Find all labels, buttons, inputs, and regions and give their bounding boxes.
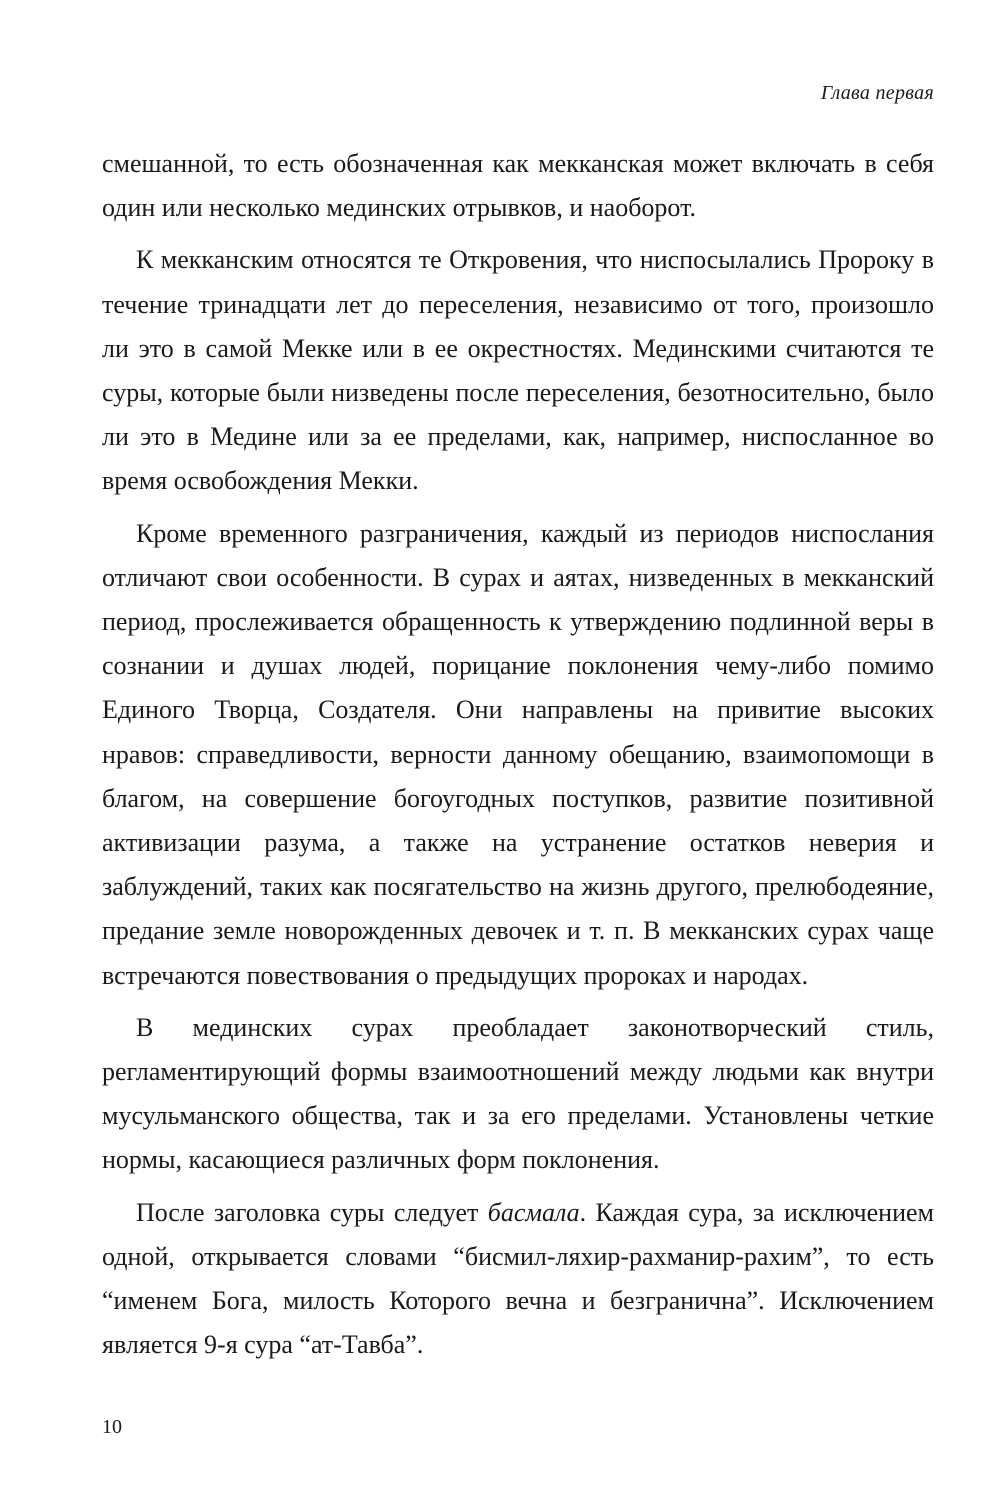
- page-body-text: [102, 142, 934, 1375]
- paragraph-meccan-features: Кроме временного разграничения, каждый из периодов ниспослания отличают свои особенности. В сурах и аятах, низведенных в мекканский период, прослеживается обращенность к утверждению подлинной веры в сознании и душах людей, порицание поклонения чему-либо помимо Единого Творца, Создателя. Они направлены на привитие высоких нравов: справедливости, верности данному обещанию, взаимопомощи в благом, на совершение богоугодных поступков, развитие позитивной активизации разума, а также на устранение остатков неверия и заблуждений, таких как посягательство на жизнь другого, прелюбодеяние, предание земле новорожденных девочек и т. п. В мекканских сурах чаще встречаются повествования о предыдущих пророках и народах.: [102, 518, 934, 990]
- paragraph-meccan-definition: К мекканским относятся те Откровения, что ниспосылались Пророку в течение тринадцати лет до переселения, независимо от того, произошло ли это в самой Мекке или в ее окрестностях. Мединскими считаются те суры, которые были низведены после переселения, безотносительно, было ли это в Медине или за ее пределами, как, например, ниспосланное во время освобождения Мекки.: [102, 245, 934, 496]
- basmala-term: басмала: [487, 1197, 580, 1227]
- basmala-text-end: . Каждая сура, за исключением одной, открывается словами “бисмил-ляхир-рахманир-рахим”, то есть “именем Бога, милость Которого вечна и безгранична”. Исключением является 9-я сура “ат-Тавба”.: [102, 1197, 934, 1360]
- running-head-chapter-title: Глава первая: [820, 82, 934, 104]
- paragraph-medinan-features: В мединских сурах преобладает законотворческий стиль, регламентирующий формы взаимоотношений между людьми как внутри мусульманского общества, так и за его пределами. Установлены четкие нормы, касающиеся различных форм поклонения.: [102, 1012, 934, 1175]
- paragraph-basmala: [102, 1191, 934, 1368]
- basmala-text-start: После заголовка суры следует: [136, 1197, 488, 1227]
- paragraph-continuation: смешанной, то есть обозначенная как мекканская может включать в себя один или несколько мединских отрывков, и наоборот.: [102, 149, 934, 223]
- page-number: 10: [102, 1416, 122, 1438]
